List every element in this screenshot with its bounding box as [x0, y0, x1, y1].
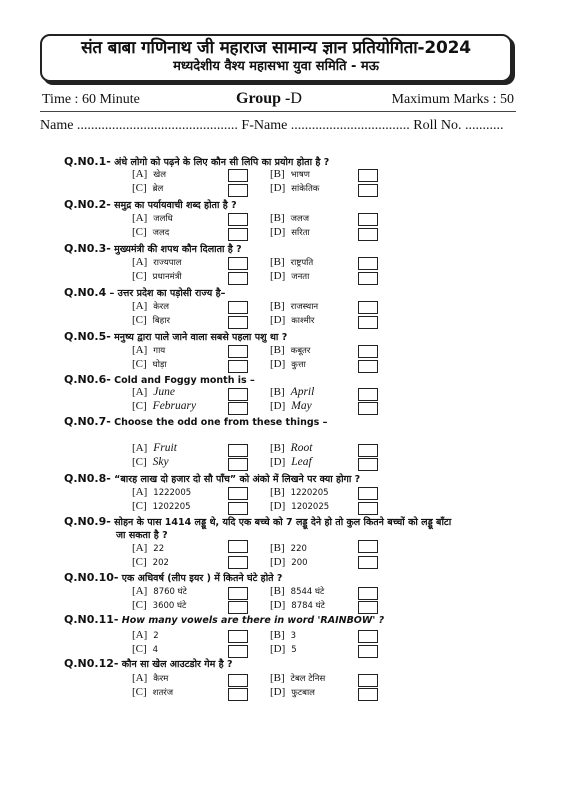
option-letter: [D] [270, 400, 286, 412]
option-a [132, 300, 169, 312]
option-letter: [D] [270, 182, 286, 194]
answer-box[interactable] [228, 301, 248, 314]
option-letter: [C] [132, 358, 147, 370]
option-c [132, 314, 170, 326]
option-text: 8544 घंटे [290, 587, 325, 597]
option-text: 1220205 [290, 488, 329, 498]
question-text: सोहन के पास 1414 लड्डू थे, यदि एक बच्चे को 7 लड्डू देने हो तो कुल कितने बच्चों को लड्डू बाँटा [114, 517, 452, 528]
question-text: मुख्यमंत्री की शपथ कौन दिलाता है ? [114, 244, 242, 255]
option-letter: [D] [270, 599, 286, 611]
answer-box[interactable] [358, 301, 378, 314]
question-text: अंधे लोगो को पढ़ने के लिए कौन सी लिपि का प्रयोग होता है ? [114, 157, 330, 168]
option-text: June [153, 386, 175, 398]
option-letter: [A] [132, 442, 148, 454]
answer-box[interactable] [228, 360, 248, 373]
page-title: संत बाबा गणिनाथ जी महाराज सामान्य ज्ञान प्रतियोगिता-2024 [81, 38, 471, 58]
option-letter: [B] [270, 486, 285, 498]
question-3 [64, 242, 242, 255]
question-text: एक अधिवर्ष (लीप इयर ) में कितने घंटे होते ? [121, 573, 283, 584]
option-c [132, 226, 169, 238]
option-text: राज्यपाल [153, 258, 182, 268]
question-text: “बारह लाख दो हजार दो सौ पाँच” को अंको में लिखने पर क्या होगा ? [114, 474, 361, 485]
option-letter: [D] [270, 226, 286, 238]
question-number: Q.N0.6- [64, 373, 111, 386]
option-b [270, 300, 318, 312]
option-text: भाषण [290, 170, 310, 180]
option-c [132, 182, 163, 194]
option-letter: [D] [270, 500, 286, 512]
option-letter: [A] [132, 629, 148, 641]
answer-box[interactable] [228, 213, 248, 226]
question-number: Q.N0.10- [64, 571, 119, 584]
option-letter: [C] [132, 270, 147, 282]
option-c [132, 599, 186, 611]
question-7 [64, 415, 327, 428]
option-letter: [B] [270, 585, 285, 597]
option-c [132, 358, 167, 370]
question-12 [64, 657, 232, 670]
option-text: राजस्थान [290, 302, 319, 312]
question-number: Q.N0.2- [64, 198, 111, 211]
option-text: 200 [291, 558, 308, 568]
option-d [270, 456, 312, 468]
option-text: राष्ट्रपति [290, 258, 314, 268]
option-text: 8760 घंटे [153, 587, 187, 597]
question-number: Q.N0.5- [64, 330, 111, 343]
option-b [270, 442, 312, 454]
question-text: कौन सा खेल आउटडोर गेम है ? [121, 659, 233, 670]
option-b [270, 168, 310, 180]
name-line: Name .............................................. F-Name .................................. Roll No. ........... [40, 118, 504, 133]
option-c [132, 270, 182, 282]
group-value: D [290, 90, 302, 107]
question-4 [64, 286, 225, 299]
option-a [132, 486, 191, 498]
answer-box[interactable] [228, 169, 248, 182]
option-a [132, 212, 173, 224]
option-text: Root [290, 442, 313, 454]
question-8 [64, 472, 360, 485]
option-letter: [A] [132, 542, 148, 554]
option-letter: [B] [270, 256, 285, 268]
option-d [270, 182, 319, 194]
answer-box[interactable] [358, 345, 378, 358]
option-letter: [C] [132, 686, 147, 698]
option-letter: [A] [132, 212, 148, 224]
option-text: गाय [153, 346, 166, 356]
option-b [270, 585, 324, 597]
option-b [270, 256, 313, 268]
question-6 [64, 373, 255, 386]
question-number: Q.N0.3- [64, 242, 111, 255]
answer-box[interactable] [358, 169, 378, 182]
answer-box[interactable] [358, 645, 378, 658]
option-text: जलज [290, 214, 310, 224]
answer-box[interactable] [358, 540, 378, 553]
answer-box[interactable] [358, 502, 378, 515]
option-c [132, 400, 196, 412]
answer-box[interactable] [358, 388, 378, 401]
option-text: 1202205 [152, 502, 191, 512]
option-letter: [D] [270, 643, 286, 655]
answer-box[interactable] [358, 630, 378, 643]
answer-box[interactable] [358, 184, 378, 197]
question-2 [64, 198, 237, 211]
question-number: Q.N0.7- [64, 415, 111, 428]
option-letter: [A] [132, 585, 148, 597]
option-letter: [B] [270, 212, 285, 224]
option-letter: [D] [270, 686, 286, 698]
option-a [132, 672, 168, 684]
option-text: 8784 घंटे [291, 601, 325, 611]
option-letter: [C] [132, 500, 147, 512]
option-letter: [C] [132, 456, 147, 468]
option-b [270, 344, 310, 356]
question-1 [64, 155, 329, 168]
question-9-continued: जा सकता है ? [116, 530, 168, 541]
option-letter: [C] [132, 314, 147, 326]
option-letter: [C] [132, 643, 147, 655]
answer-box[interactable] [358, 556, 378, 569]
option-letter: [A] [132, 168, 148, 180]
option-text: फुटबाल [291, 688, 315, 698]
question-text: समुद्र का पर्यायवाची शब्द होता है ? [114, 200, 237, 211]
option-text: काश्मीर [291, 316, 315, 326]
option-text: Leaf [291, 456, 312, 468]
option-text: 3600 घंटे [152, 601, 187, 611]
answer-box[interactable] [228, 257, 248, 270]
question-number: Q.N0.8- [64, 472, 111, 485]
answer-box[interactable] [228, 502, 248, 515]
option-letter: [D] [270, 456, 286, 468]
option-letter: [B] [270, 672, 285, 684]
option-text: कैरम [153, 674, 169, 684]
option-b [270, 672, 325, 684]
option-letter: [A] [132, 300, 148, 312]
option-c [132, 500, 191, 512]
question-number: Q.N0.4 [64, 286, 107, 299]
option-text: खेल [153, 170, 166, 180]
option-text: 1202025 [291, 502, 330, 512]
option-c [132, 456, 169, 468]
answer-box[interactable] [228, 184, 248, 197]
option-text: 1222005 [153, 488, 192, 498]
option-letter: [A] [132, 672, 148, 684]
option-d [270, 599, 325, 611]
question-text: How many vowels are there in word 'RAINBOW' ? [121, 615, 385, 626]
group-label [236, 90, 302, 108]
option-text: प्रधानमंत्री [152, 272, 182, 282]
option-d [270, 270, 309, 282]
answer-box[interactable] [358, 360, 378, 373]
answer-box[interactable] [358, 272, 378, 285]
option-letter: [D] [270, 314, 286, 326]
answer-box[interactable] [228, 444, 248, 457]
option-letter: [B] [270, 168, 285, 180]
option-a [132, 442, 177, 454]
answer-box[interactable] [358, 587, 378, 600]
exam-meta-row [40, 92, 516, 110]
question-number: Q.N0.9- [64, 515, 111, 528]
option-letter: [C] [132, 599, 147, 611]
option-text: जलद [152, 228, 170, 238]
answer-box[interactable] [228, 388, 248, 401]
question-11 [64, 613, 384, 626]
time-label: Time : 60 Minute [42, 92, 140, 107]
answer-box[interactable] [228, 487, 248, 500]
option-d [270, 226, 310, 238]
option-a [132, 344, 165, 356]
option-d [270, 400, 312, 412]
answer-box[interactable] [228, 587, 248, 600]
option-letter: [A] [132, 256, 148, 268]
option-letter: [A] [132, 344, 148, 356]
option-a [132, 542, 164, 554]
option-b [270, 542, 307, 554]
option-a [132, 168, 166, 180]
option-d [270, 358, 306, 370]
option-letter: [C] [132, 556, 147, 568]
option-text: कबूतर [290, 346, 311, 356]
option-c [132, 686, 173, 698]
option-b [270, 629, 296, 641]
answer-box[interactable] [228, 630, 248, 643]
answer-box[interactable] [228, 402, 248, 415]
answer-box[interactable] [228, 272, 248, 285]
title-banner [40, 34, 512, 82]
answer-box[interactable] [358, 444, 378, 457]
option-text: 4 [152, 645, 159, 655]
option-d [270, 686, 315, 698]
option-text: कुत्ता [291, 360, 306, 370]
question-10 [64, 571, 282, 584]
option-text: February [152, 400, 197, 412]
option-text: 202 [152, 558, 169, 568]
answer-box[interactable] [358, 228, 378, 241]
option-letter: [C] [132, 400, 147, 412]
question-5 [64, 330, 287, 343]
answer-box[interactable] [358, 316, 378, 329]
option-c [132, 556, 169, 568]
option-text: सांकेतिक [291, 184, 320, 194]
answer-box[interactable] [358, 213, 378, 226]
option-letter: [D] [270, 270, 286, 282]
option-b [270, 212, 309, 224]
max-marks-label: Maximum Marks : 50 [391, 92, 514, 107]
option-text: टेबल टेनिस [290, 674, 326, 684]
answer-box[interactable] [358, 402, 378, 415]
option-letter: [B] [270, 300, 285, 312]
option-text: 2 [153, 631, 159, 641]
answer-box[interactable] [228, 556, 248, 569]
option-a [132, 256, 182, 268]
question-text: Cold and Foggy month is – [114, 375, 255, 386]
option-text: May [291, 400, 312, 412]
question-number: Q.N0.1- [64, 155, 111, 168]
question-number: Q.N0.12- [64, 657, 119, 670]
option-text: केरल [153, 302, 170, 312]
group-prefix: Group - [236, 90, 291, 107]
option-text: घोड़ा [152, 360, 167, 370]
option-text: 22 [153, 544, 165, 554]
option-text: शतरंज [152, 688, 174, 698]
option-text: सरिता [291, 228, 310, 238]
option-letter: [A] [132, 386, 148, 398]
answer-box[interactable] [358, 688, 378, 701]
answer-box[interactable] [228, 458, 248, 471]
answer-box[interactable] [228, 688, 248, 701]
answer-box[interactable] [358, 487, 378, 500]
answer-box[interactable] [358, 257, 378, 270]
option-letter: [B] [270, 442, 285, 454]
option-c [132, 643, 158, 655]
option-text: ब्रेल [152, 184, 164, 194]
option-a [132, 629, 159, 641]
answer-box[interactable] [358, 674, 378, 687]
option-text: Fruit [153, 442, 177, 454]
answer-box[interactable] [358, 458, 378, 471]
answer-box[interactable] [228, 316, 248, 329]
question-text: – उत्तर प्रदेश का पड़ोसी राज्य है– [109, 288, 226, 299]
divider [40, 111, 516, 112]
option-letter: [A] [132, 486, 148, 498]
option-text: 220 [290, 544, 307, 554]
answer-box[interactable] [228, 228, 248, 241]
option-text: बिहार [152, 316, 170, 326]
option-d [270, 643, 297, 655]
option-letter: [D] [270, 358, 286, 370]
answer-box[interactable] [228, 674, 248, 687]
option-letter: [D] [270, 556, 286, 568]
option-letter: [B] [270, 344, 285, 356]
option-b [270, 486, 329, 498]
option-text: जलधि [153, 214, 173, 224]
question-9 [64, 515, 451, 528]
question-text: मनुष्य द्वारा पाले जाने वाला सबसे पहला पशु था ? [114, 332, 288, 343]
answer-box[interactable] [228, 540, 248, 553]
option-letter: [C] [132, 182, 147, 194]
option-text: जनता [291, 272, 310, 282]
option-text: 5 [291, 645, 297, 655]
option-letter: [B] [270, 629, 285, 641]
option-a [132, 585, 187, 597]
option-letter: [B] [270, 542, 285, 554]
answer-box[interactable] [228, 345, 248, 358]
option-d [270, 556, 308, 568]
option-b [270, 386, 314, 398]
option-text: April [290, 386, 315, 398]
option-text: 3 [290, 631, 297, 641]
question-text: Choose the odd one from these things – [114, 417, 328, 428]
option-d [270, 500, 329, 512]
option-a [132, 386, 175, 398]
option-text: Sky [152, 456, 169, 468]
option-letter: [C] [132, 226, 147, 238]
option-letter: [B] [270, 386, 285, 398]
page-subtitle: मध्यदेशीय वैश्य महासभा युवा समिति - मऊ [173, 59, 379, 74]
option-d [270, 314, 314, 326]
question-number: Q.N0.11- [64, 613, 119, 626]
